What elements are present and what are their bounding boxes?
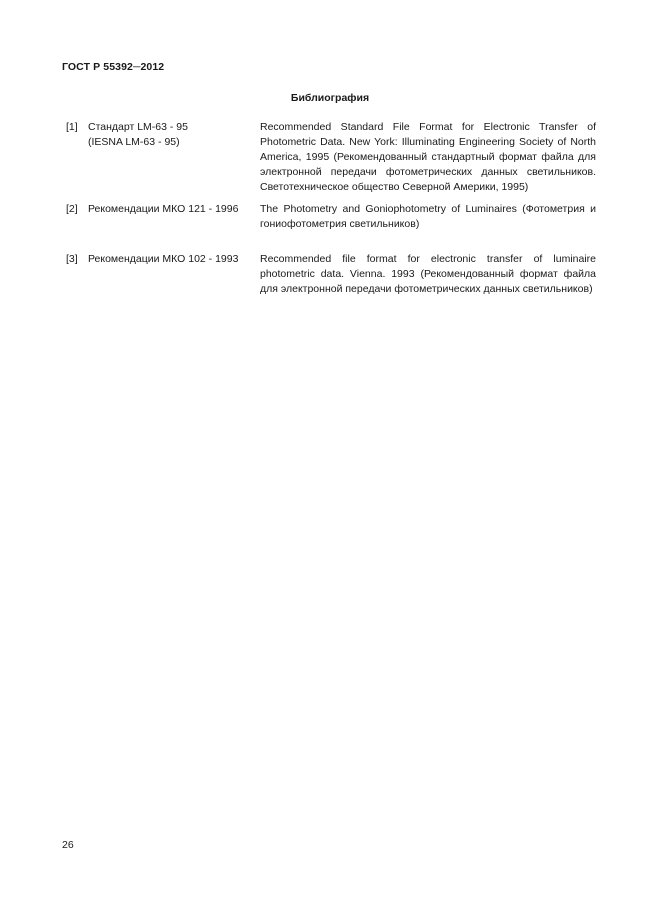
section-title: Библиография xyxy=(290,92,370,104)
bibliography-entry xyxy=(66,120,596,195)
entry-source xyxy=(88,202,260,232)
entry-number: [1] xyxy=(66,121,78,133)
entry-source-line: Рекомендации МКО 121 - 1996 xyxy=(88,203,239,215)
bibliography-entry xyxy=(66,202,596,232)
entry-source xyxy=(88,120,260,195)
entry-description: Recommended file format for electronic transfer of luminaire photometric data. Vienna. 1993 (Рекомендованный формат файла для электронной передачи фотометрических данных светильников) xyxy=(260,253,596,295)
entry-source xyxy=(88,252,260,297)
entry-number: [2] xyxy=(66,203,78,215)
entry-source-line: (IESNA LM-63 - 95) xyxy=(88,136,180,148)
document-code: ГОСТ Р 55392─2012 xyxy=(62,61,165,73)
entry-source-line: Стандарт LM-63 - 95 xyxy=(88,121,188,133)
bibliography-entry xyxy=(66,252,596,297)
entry-source-line: Рекомендации МКО 102 - 1993 xyxy=(88,253,239,265)
entry-description: Recommended Standard File Format for Electronic Transfer of Photometric Data. New York: Illuminating Engineering Society of North America, 1995 (Рекомендованный стандартный формат файла для электронной передачи фотометрических данных светильников. Светотехническое общество Северной Америки, 1995) xyxy=(260,121,596,193)
page-number: 26 xyxy=(62,839,74,851)
entry-description: The Photometry and Goniophotometry of Luminaires (Фотометрия и гониофотометрия светильников) xyxy=(260,203,596,230)
entry-number: [3] xyxy=(66,253,78,265)
bibliography-list xyxy=(66,120,596,297)
